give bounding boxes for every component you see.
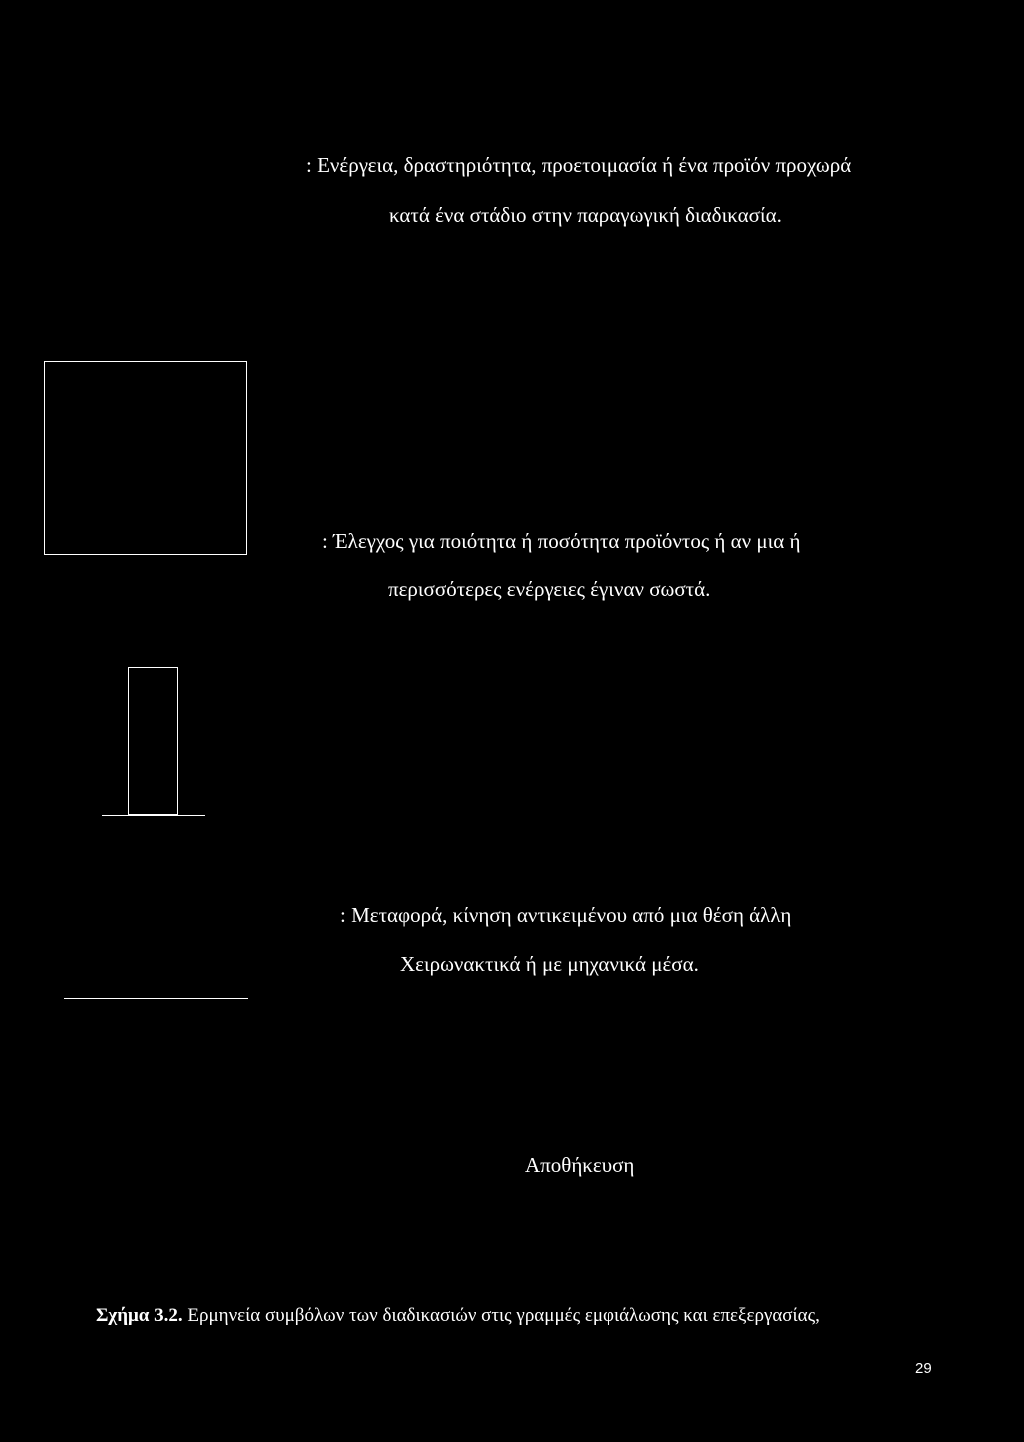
inspection-symbol-square (44, 361, 247, 555)
operation-description-line2: κατά ένα στάδιο στην παραγωγική διαδικασία. (389, 203, 782, 227)
page-number: 29 (915, 1360, 932, 1377)
transport-symbol-line (64, 998, 248, 999)
transport-description-line1: : Μεταφορά, κίνηση αντικειμένου από μια θέση άλλη (340, 903, 792, 927)
transport-description-line2: Χειρωνακτικά ή με μηχανικά μέσα. (400, 952, 699, 976)
operation-description-line1: : Ενέργεια, δραστηριότητα, προετοιμασία ή ένα προϊόν προχωρά (306, 153, 852, 177)
figure-caption-text: Ερμηνεία συμβόλων των διαδικασιών στις γραμμές εμφιάλωσης και επεξεργασίας, (182, 1305, 820, 1326)
storage-label: Αποθήκευση (525, 1153, 635, 1177)
tall-rectangle-symbol (128, 667, 178, 815)
figure-caption-label: Σχήμα 3.2. (96, 1305, 183, 1326)
inspection-description-line1: : Έλεγχος για ποιότητα ή ποσότητα προϊόντος ή αν μια ή (322, 529, 801, 553)
tall-rectangle-base-line (102, 815, 205, 816)
inspection-description-line2: περισσότερες ενέργειες έγιναν σωστά. (388, 577, 711, 601)
figure-caption (96, 1304, 820, 1328)
